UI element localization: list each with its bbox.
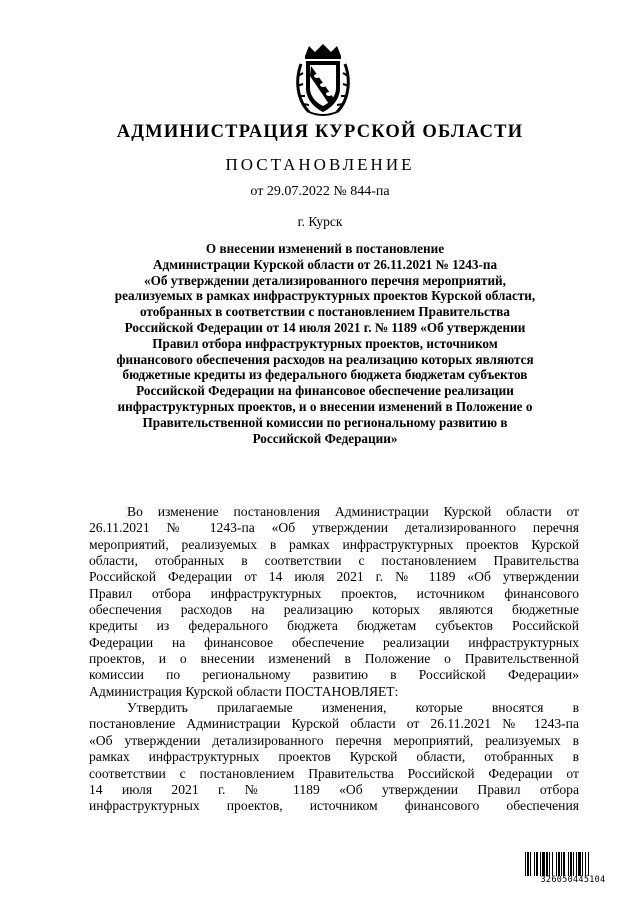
document-subject [70, 241, 580, 446]
body-line: рамках инфраструктурных проектов Курской области, отобранных в [89, 749, 579, 765]
body-line: обеспечения расходов на реализацию которых являются бюджетные [89, 602, 579, 618]
subject-line: Российской Федерации от 14 июля 2021 г. № 1189 «Об утверждении [124, 319, 526, 335]
document-body [89, 504, 579, 815]
barcode-number: 326050445104 [540, 875, 606, 885]
document-date-number: от 29.07.2022 № 844-па [250, 184, 390, 199]
body-line: области, отобранных в соответствии с постановлением Правительства [89, 553, 579, 569]
subject-line: О внесении изменений в постановление [205, 241, 445, 256]
subject-line: финансового обеспечения расходов на реализацию которых являются [116, 351, 534, 367]
subject-line: «Об утверждении детализированного перечня мероприятий, [144, 272, 506, 288]
subject-line: Администрации Курской области от 26.11.2021 № 1243-па [152, 256, 498, 272]
subject-line: отобранных в соответствии с постановлением Правительства [139, 304, 511, 320]
body-line: Утвердить прилагаемые изменения, которые вносятся в [127, 700, 579, 716]
body-line: кредиты из федерального бюджета бюджетам субъектов Российской [89, 618, 579, 634]
body-line: Российской Федерации от 14 июля 2021 г. № 1189 «Об утверждении [89, 569, 579, 585]
body-line: мероприятий, реализуемых в рамках инфраструктурных проектов Курской [89, 536, 579, 552]
body-line: проектов, и о внесении изменений в Положение о Правительственной [89, 651, 579, 667]
subject-line: Правил отбора инфраструктурных проектов, источником [152, 335, 498, 351]
subject-line: Правительственной комиссии по региональному развитию в [142, 414, 508, 430]
authority-name: АДМИНИСТРАЦИЯ КУРСКОЙ ОБЛАСТИ [116, 122, 524, 142]
body-line: комиссии по региональному развитию в Российской Федерации» [89, 667, 579, 683]
kursk-coat-of-arms-icon [295, 42, 351, 118]
body-line: Федерации на финансовое обеспечение реализации инфраструктурных [89, 634, 579, 650]
document-type: ПОСТАНОВЛЕНИЕ [225, 155, 415, 174]
barcode [525, 852, 621, 886]
body-line: Во изменение постановления Администрации Курской области от [127, 504, 579, 519]
body-line: постановление Администрации Курской области от 26.11.2021 № 1243-па [89, 716, 579, 732]
body-line: 26.11.2021 № 1243-па «Об утверждении детализированного перечня [89, 520, 579, 536]
body-line: «Об утверждении детализированного перечня мероприятий, реализуемых в [89, 732, 579, 748]
subject-line: Российской Федерации» [252, 430, 398, 446]
document-city: г. Курск [297, 214, 343, 229]
body-line: соответствии с постановлением Правительства Российской Федерации от [89, 765, 579, 781]
subject-line: Российской Федерации на финансовое обеспечение реализации [136, 383, 514, 399]
subject-line: инфраструктурных проектов, и о внесении изменений в Положение о [117, 398, 533, 414]
body-line: Администрация Курской области ПОСТАНОВЛЯЕТ: [89, 683, 399, 699]
body-line: инфраструктурных проектов, источником финансового обеспечения [89, 798, 579, 814]
body-line: Правил отбора инфраструктурных проектов, источником финансового [89, 585, 579, 601]
barcode-bars-icon [525, 852, 621, 876]
body-line: 14 июля 2021 г. № 1189 «Об утверждении Правил отбора [89, 781, 579, 797]
subject-line: бюджетные кредиты из федерального бюджета бюджетам субъектов [122, 367, 528, 383]
subject-line: реализуемых в рамках инфраструктурных проектов Курской области, [114, 288, 536, 304]
